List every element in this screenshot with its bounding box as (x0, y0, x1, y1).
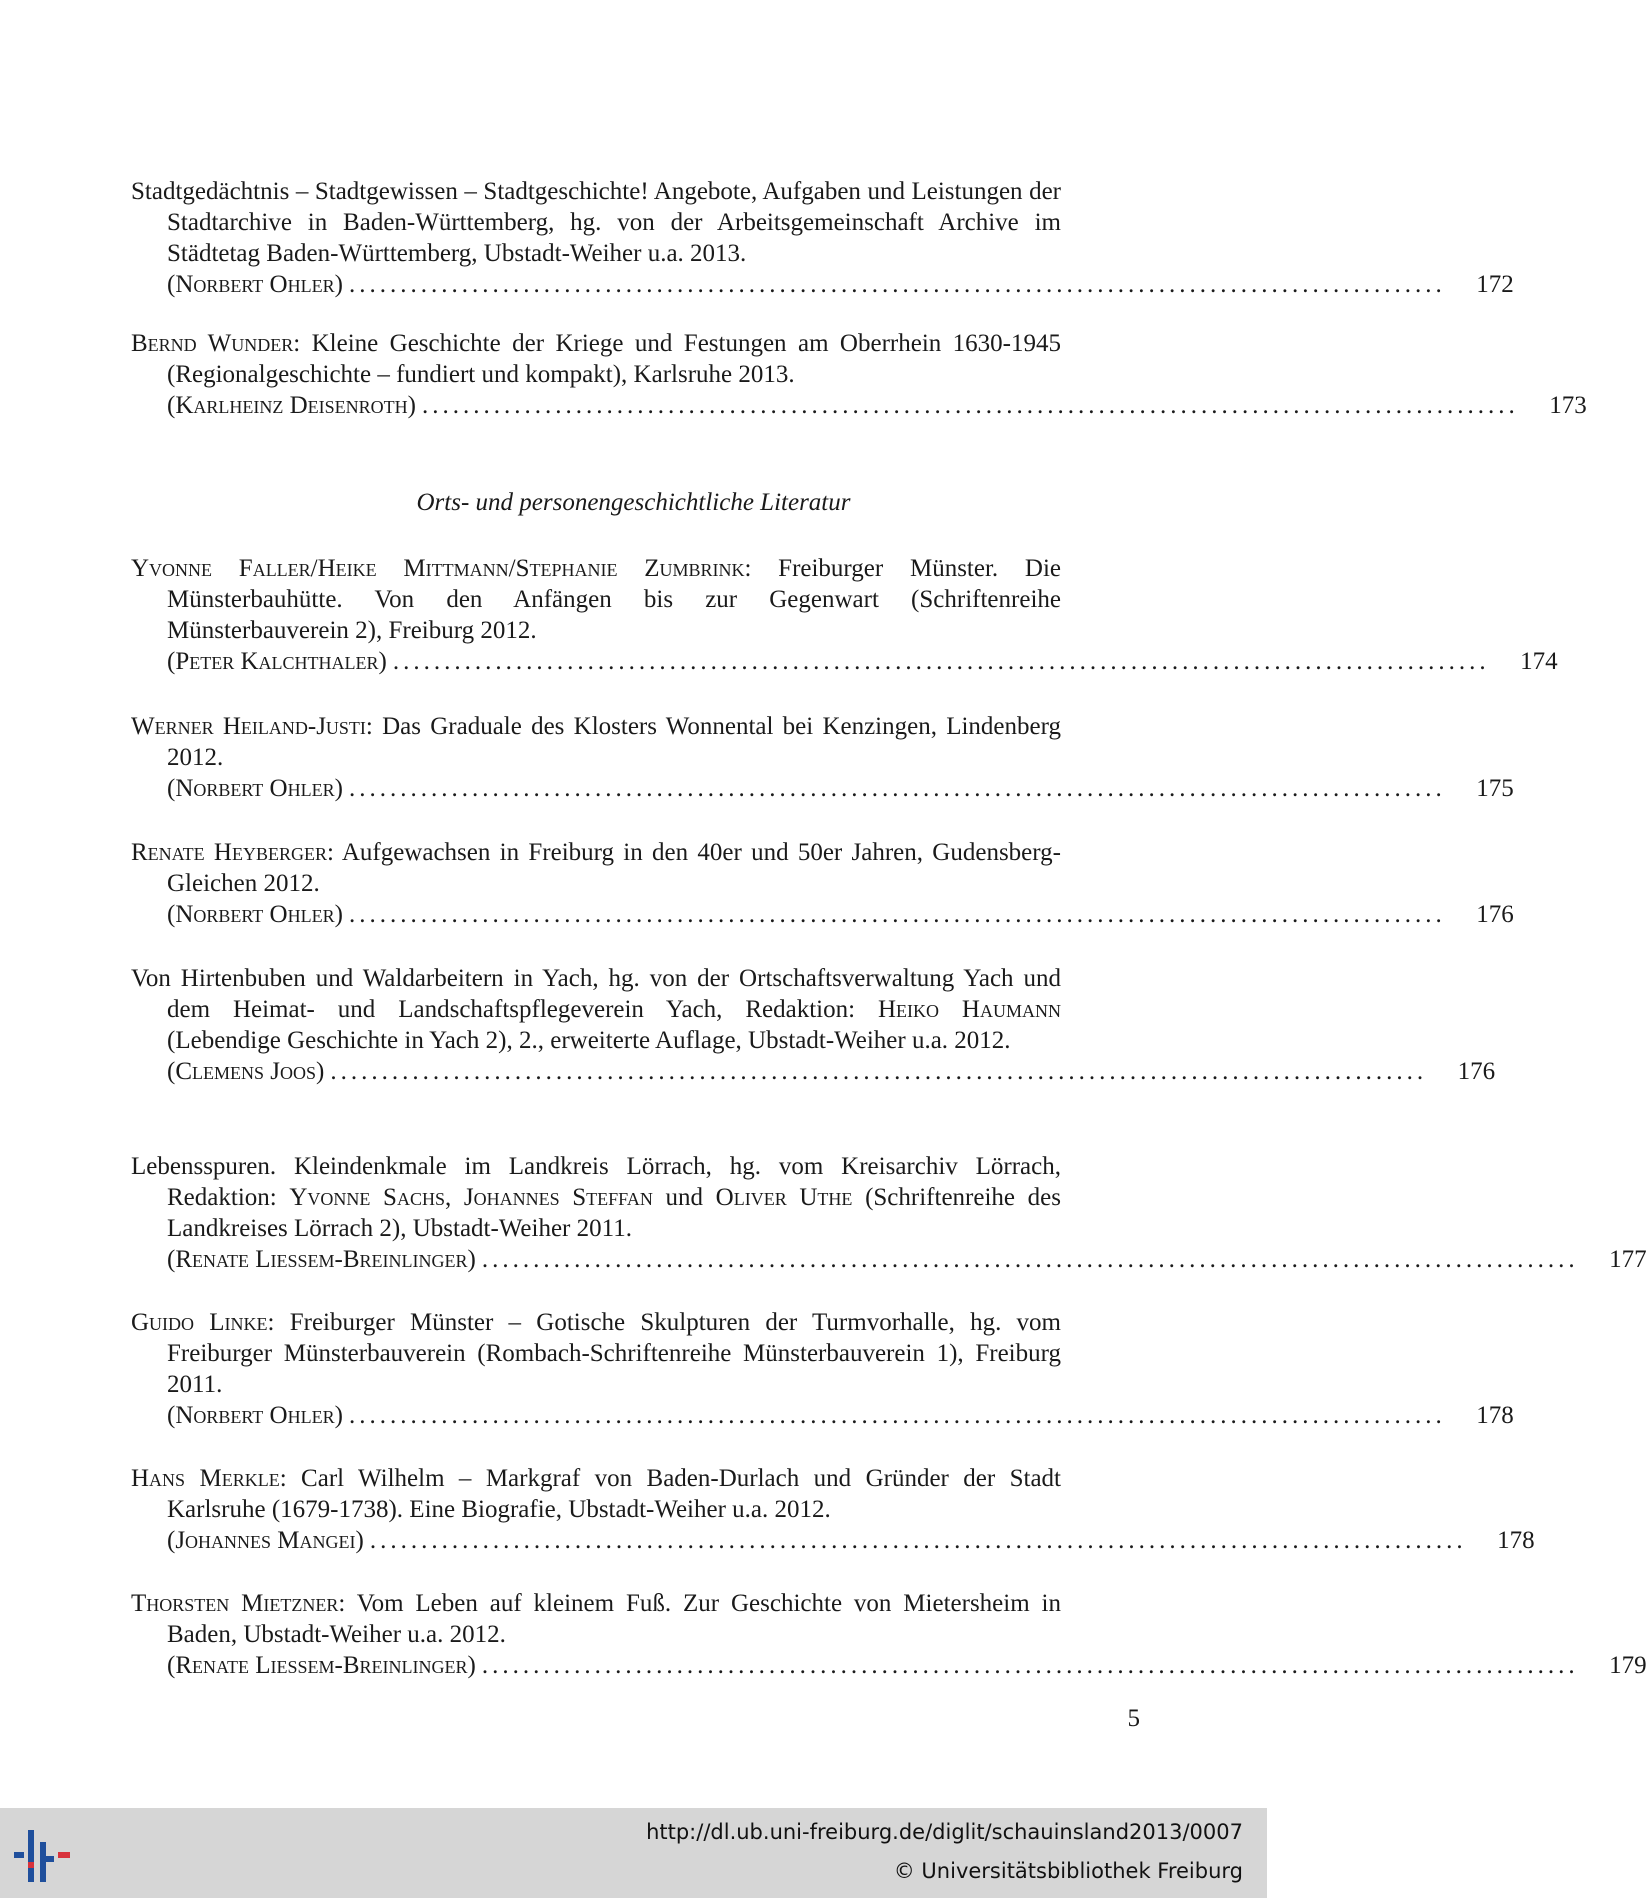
entry-author: Werner Heiland-Justi: (131, 713, 373, 740)
entry-editor: Heiko Haumann (877, 996, 1061, 1023)
reviewer-name: (Johannes Mangei) (167, 1527, 364, 1554)
leader-dots: ........................................................................................................... (481, 1246, 1579, 1273)
reviewer-line (167, 1400, 1514, 1431)
bibliography-entry (131, 963, 1496, 1087)
page-ref: 177 (1609, 1246, 1647, 1273)
reviewer-name: (Clemens Joos) (167, 1058, 325, 1085)
entry-author: Yvonne Faller/Heike Mittmann/Stephanie Zumbrink: (131, 555, 752, 582)
reviewer-line (167, 773, 1514, 804)
reviewer-name: (Norbert Ohler) (167, 1402, 343, 1429)
entry-title: Carl Wilhelm – Markgraf von Baden-Durlach und Gründer der Stadt Karlsruhe (1679-1738). Eine Biografie, Ubstadt-Weiher u.a. 2012. (167, 1465, 1061, 1523)
entry-text (131, 1151, 1061, 1244)
entry-title: Freiburger Münster – Gotische Skulpturen der Turmvorhalle, hg. vom Freiburger Münsterbauverein (Rombach-Schriftenreihe Münsterbauverein 1), Freiburg 2011. (167, 1309, 1062, 1398)
bibliography-entry (131, 553, 1558, 677)
reviewer-line (167, 390, 1587, 421)
entry-author: Bernd Wunder: (131, 330, 301, 357)
entry-text (131, 176, 1061, 269)
entry-title: Lebensspuren. Kleindenkmale im Landkreis Lörrach, hg. vom Kreisarchiv Lörrach, Redaktion: (131, 1153, 1061, 1211)
page-ref: 174 (1520, 648, 1558, 675)
reviewer-line (167, 646, 1558, 677)
reviewer-name: (Norbert Ohler) (167, 271, 343, 298)
entry-title-rest: (Schriftenreihe des Landkreises Lörrach 2), Ubstadt-Weiher 2011. (167, 1184, 1061, 1242)
entry-author: Hans Merkle: (131, 1465, 287, 1492)
entry-text (131, 1588, 1061, 1650)
entry-title: Freiburger Münster. Die Münsterbauhütte. Von den Anfängen bis zur Gegenwart (Schriftenreihe Münsterbauverein 2), Freiburg 2012. (167, 555, 1061, 644)
bibliography-entry (131, 837, 1514, 930)
entry-title: Von Hirtenbuben und Waldarbeitern in Yach, hg. von der Ortschaftsverwaltung Yach und dem Heimat- und Landschaftspflegeverein Yach, Redaktion: (131, 965, 1061, 1023)
university-library-logo-icon (10, 1822, 80, 1888)
entry-author: Renate Heyberger: (131, 839, 334, 866)
leader-dots: ........................................................................................................... (348, 901, 1446, 928)
leader-dots: ........................................................................................................... (369, 1527, 1467, 1554)
bibliography-entry (131, 1588, 1647, 1681)
reviewer-name: (Renate Liessem-Breinlinger) (167, 1246, 476, 1273)
bibliography-entry (131, 1463, 1535, 1556)
leader-dots: ........................................................................................................... (348, 775, 1446, 802)
document-url-link[interactable]: http://dl.ub.uni-freiburg.de/diglit/schauinsland2013/0007 (646, 1820, 1243, 1844)
reviewer-name: (Karlheinz Deisenroth) (167, 392, 416, 419)
entry-title: Aufgewachsen in Freiburg in den 40er und 50er Jahren, Gudensberg-Gleichen 2012. (167, 839, 1061, 897)
reviewer-line (167, 1244, 1647, 1275)
page-ref: 178 (1497, 1527, 1535, 1554)
page-number: 5 (1127, 1705, 1140, 1732)
reviewer-name: (Renate Liessem-Breinlinger) (167, 1652, 476, 1679)
bibliography-entry (131, 1307, 1514, 1431)
entry-conjunction: und (652, 1184, 716, 1211)
page-ref: 175 (1476, 775, 1514, 802)
page-ref: 172 (1476, 271, 1514, 298)
page-ref: 179 (1609, 1652, 1647, 1679)
leader-dots: ........................................................................................................... (348, 1402, 1446, 1429)
leader-dots: ........................................................................................................... (392, 648, 1490, 675)
entry-title: Vom Leben auf kleinem Fuß. Zur Geschichte von Mietersheim in Baden, Ubstadt-Weiher u.a. 2012. (167, 1590, 1061, 1648)
entry-text (131, 1463, 1061, 1525)
section-title: Orts- und personengeschichtliche Literatur (416, 489, 851, 516)
footer-bar (0, 1808, 1267, 1898)
bibliography-entry (131, 711, 1514, 804)
page-ref: 173 (1549, 392, 1587, 419)
entry-text (131, 711, 1061, 773)
entry-text (131, 963, 1061, 1056)
entry-title: Kleine Geschichte der Kriege und Festungen am Oberrhein 1630-1945 (Regionalgeschichte – fundiert und kompakt), Karlsruhe 2013. (167, 330, 1062, 388)
leader-dots: ........................................................................................................... (421, 392, 1519, 419)
reviewer-name: (Norbert Ohler) (167, 901, 343, 928)
leader-dots: ........................................................................................................... (481, 1652, 1579, 1679)
leader-dots: ........................................................................................................... (348, 271, 1446, 298)
copyright-notice: © Universitätsbibliothek Freiburg (893, 1859, 1243, 1883)
entry-editor: Yvonne Sachs, Johannes Steffan (289, 1184, 653, 1211)
page-ref: 176 (1457, 1058, 1496, 1085)
page-ref: 176 (1476, 901, 1514, 928)
reviewer-name: (Norbert Ohler) (167, 775, 343, 802)
entry-author: Thorsten Mietzner: (131, 1590, 346, 1617)
reviewer-line (167, 1650, 1647, 1681)
entry-title: Das Graduale des Klosters Wonnental bei Kenzingen, Lindenberg 2012. (167, 713, 1061, 771)
entry-title: Stadtgedächtnis – Stadtgewissen – Stadtgeschichte! Angebote, Aufgaben und Leistungen der Stadtarchive in Baden-Württemberg, hg. von der Arbeitsgemeinschaft Archive im Städtetag Baden-Württemberg, Ubstadt-Weiher u.a. 2013. (131, 178, 1061, 267)
entry-title-rest: (Lebendige Geschichte in Yach 2), 2., erweiterte Auflage, Ubstadt-Weiher u.a. 2012. (167, 1027, 1011, 1054)
reviewer-line (167, 269, 1514, 300)
reviewer-line (167, 1525, 1535, 1556)
leader-dots: ........................................................................................................... (330, 1058, 1428, 1085)
entry-author: Guido Linke: (131, 1309, 275, 1336)
bibliography-entry (131, 176, 1514, 300)
reviewer-line (167, 1056, 1496, 1087)
entry-editor: Oliver Uthe (715, 1184, 853, 1211)
entry-text (131, 837, 1061, 899)
entry-text (131, 553, 1061, 646)
bibliography-entry (131, 1151, 1647, 1275)
page-ref: 178 (1476, 1402, 1514, 1429)
reviewer-line (167, 899, 1514, 930)
entry-text (131, 328, 1061, 390)
entry-text (131, 1307, 1061, 1400)
reviewer-name: (Peter Kalchthaler) (167, 648, 387, 675)
bibliography-entry (131, 328, 1587, 421)
